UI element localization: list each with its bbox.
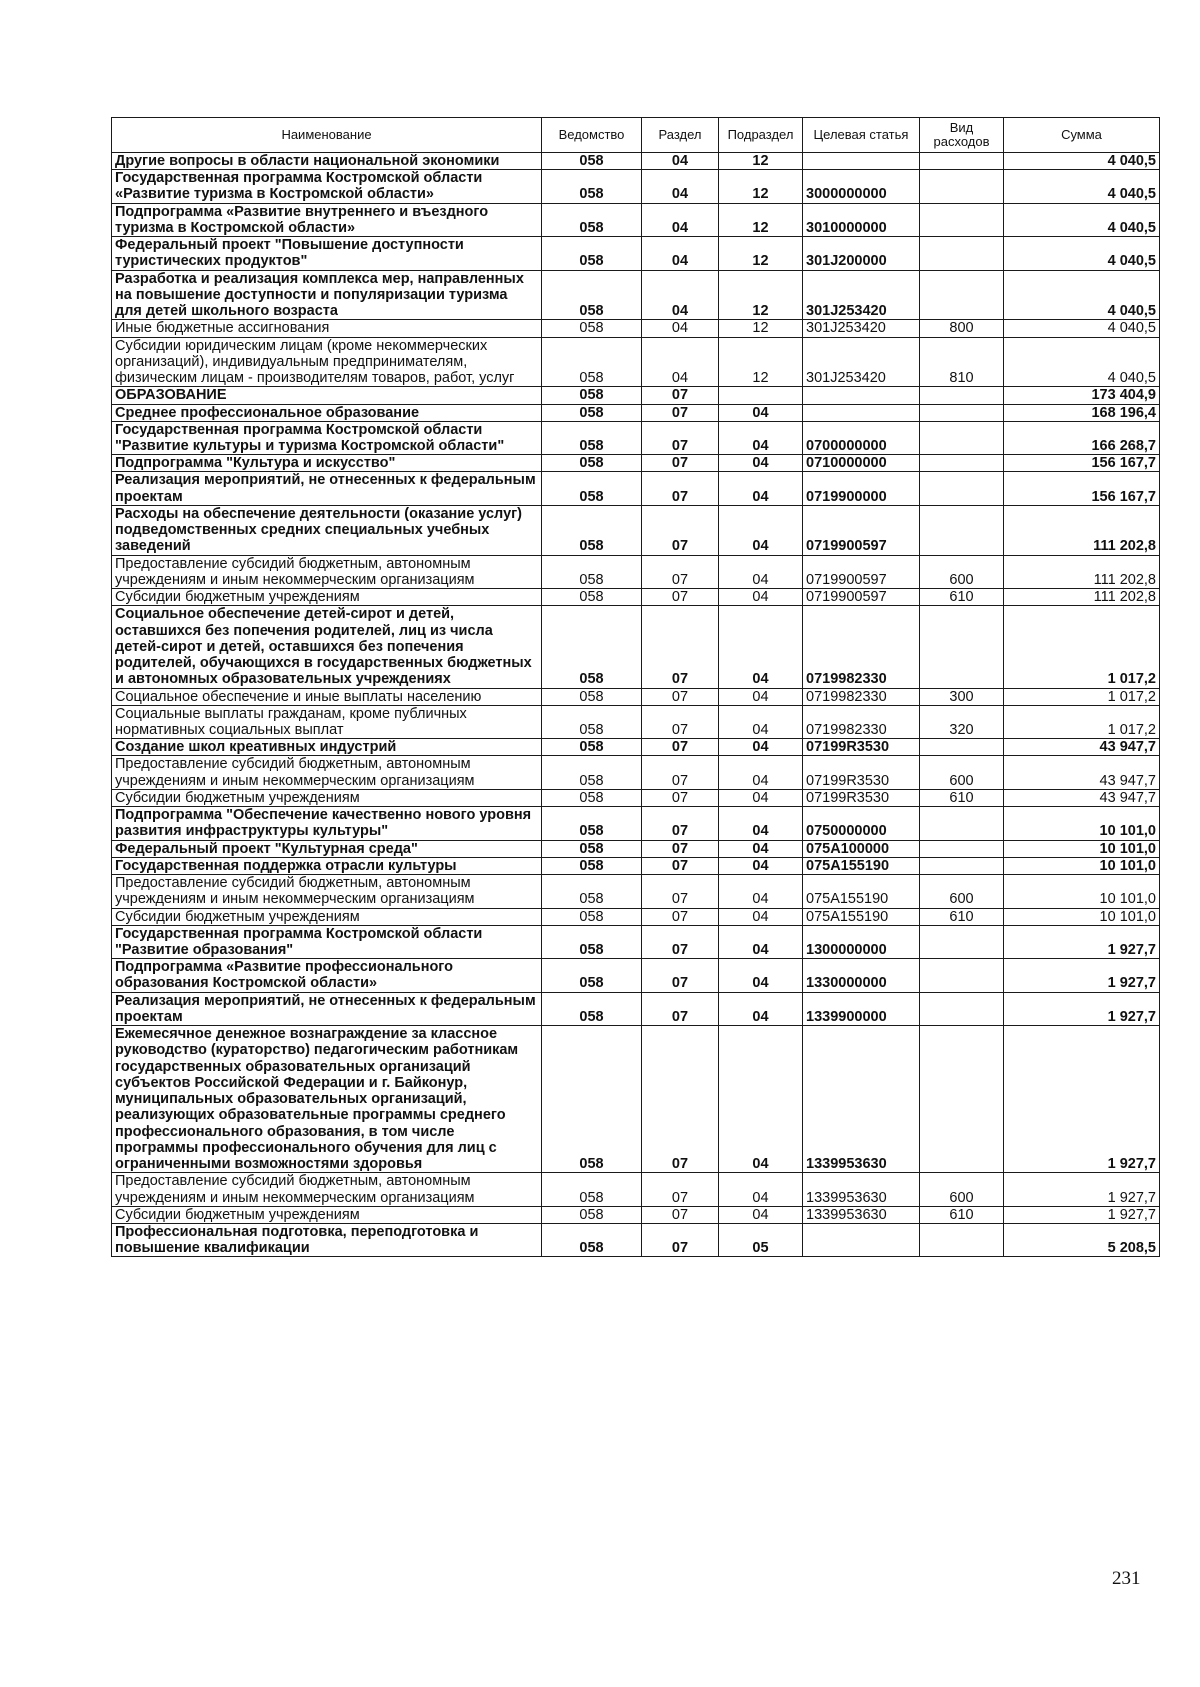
cell-target-article: 0719900000 <box>803 472 920 505</box>
cell-expense-type <box>920 959 1004 992</box>
cell-name: Предоставление субсидий бюджетным, автономным учреждениям и иным некоммерческим организациям <box>112 1173 542 1206</box>
cell-expense-type <box>920 1026 1004 1173</box>
cell-section: 07 <box>642 857 719 874</box>
cell-expense-type: 600 <box>920 756 1004 789</box>
cell-amount: 1 927,7 <box>1004 1206 1160 1223</box>
cell-name: Подпрограмма "Культура и искусство" <box>112 455 542 472</box>
cell-subsection: 04 <box>719 908 803 925</box>
cell-department: 058 <box>542 1206 642 1223</box>
cell-department: 058 <box>542 925 642 958</box>
cell-target-article: 0719900597 <box>803 555 920 588</box>
cell-target-article: 1339953630 <box>803 1173 920 1206</box>
cell-department: 058 <box>542 908 642 925</box>
cell-section: 07 <box>642 455 719 472</box>
table-row <box>112 170 1160 203</box>
cell-expense-type: 800 <box>920 320 1004 337</box>
table-row <box>112 1026 1160 1173</box>
cell-target-article: 07199R3530 <box>803 756 920 789</box>
table-row <box>112 455 1160 472</box>
cell-subsection: 04 <box>719 756 803 789</box>
cell-subsection: 04 <box>719 606 803 688</box>
cell-department: 058 <box>542 756 642 789</box>
cell-name: Подпрограмма "Обеспечение качественно нового уровня развития инфраструктуры культуры" <box>112 807 542 840</box>
cell-section: 07 <box>642 589 719 606</box>
cell-name: Федеральный проект "Культурная среда" <box>112 840 542 857</box>
cell-name: Субсидии бюджетным учреждениям <box>112 589 542 606</box>
cell-expense-type <box>920 505 1004 555</box>
table-row <box>112 387 1160 404</box>
cell-amount: 1 927,7 <box>1004 992 1160 1025</box>
cell-amount: 4 040,5 <box>1004 237 1160 270</box>
cell-target-article: 1300000000 <box>803 925 920 958</box>
cell-expense-type: 600 <box>920 1173 1004 1206</box>
table-row <box>112 992 1160 1025</box>
cell-amount: 173 404,9 <box>1004 387 1160 404</box>
cell-expense-type <box>920 472 1004 505</box>
cell-subsection: 04 <box>719 472 803 505</box>
cell-amount: 43 947,7 <box>1004 739 1160 756</box>
cell-expense-type <box>920 1224 1004 1257</box>
cell-subsection: 04 <box>719 1173 803 1206</box>
cell-name: Другие вопросы в области национальной экономики <box>112 153 542 170</box>
cell-section: 07 <box>642 840 719 857</box>
column-header-section: Раздел <box>642 118 719 153</box>
cell-subsection: 04 <box>719 705 803 738</box>
cell-expense-type: 300 <box>920 688 1004 705</box>
table-row <box>112 505 1160 555</box>
cell-name: Социальные выплаты гражданам, кроме публичных нормативных социальных выплат <box>112 705 542 738</box>
cell-section: 07 <box>642 875 719 908</box>
cell-target-article: 0719900597 <box>803 589 920 606</box>
cell-subsection: 12 <box>719 337 803 387</box>
cell-name: Среднее профессиональное образование <box>112 404 542 421</box>
table-row <box>112 789 1160 806</box>
cell-expense-type <box>920 807 1004 840</box>
cell-target-article: 0710000000 <box>803 455 920 472</box>
cell-target-article: 0719982330 <box>803 688 920 705</box>
cell-section: 07 <box>642 959 719 992</box>
cell-subsection: 04 <box>719 959 803 992</box>
cell-subsection: 12 <box>719 320 803 337</box>
table-row <box>112 875 1160 908</box>
cell-name: Реализация мероприятий, не отнесенных к федеральным проектам <box>112 472 542 505</box>
cell-target-article: 3000000000 <box>803 170 920 203</box>
table-row <box>112 688 1160 705</box>
cell-amount: 166 268,7 <box>1004 421 1160 454</box>
table-row <box>112 237 1160 270</box>
cell-section: 07 <box>642 1206 719 1223</box>
cell-section: 07 <box>642 807 719 840</box>
cell-target-article: 301J253420 <box>803 337 920 387</box>
cell-section: 04 <box>642 170 719 203</box>
table-row <box>112 153 1160 170</box>
cell-department: 058 <box>542 1026 642 1173</box>
cell-amount: 168 196,4 <box>1004 404 1160 421</box>
cell-subsection: 04 <box>719 789 803 806</box>
table-row <box>112 404 1160 421</box>
table-row <box>112 203 1160 236</box>
cell-target-article: 075A155190 <box>803 875 920 908</box>
cell-amount: 10 101,0 <box>1004 875 1160 908</box>
cell-amount: 4 040,5 <box>1004 170 1160 203</box>
cell-subsection: 05 <box>719 1224 803 1257</box>
cell-target-article: 075A155190 <box>803 857 920 874</box>
cell-department: 058 <box>542 505 642 555</box>
column-header-target-article: Целевая статья <box>803 118 920 153</box>
cell-amount: 4 040,5 <box>1004 320 1160 337</box>
cell-section: 07 <box>642 505 719 555</box>
cell-name: Социальное обеспечение и иные выплаты населению <box>112 688 542 705</box>
cell-subsection: 04 <box>719 875 803 908</box>
cell-expense-type <box>920 237 1004 270</box>
cell-section: 04 <box>642 203 719 236</box>
cell-section: 04 <box>642 270 719 320</box>
table-row <box>112 756 1160 789</box>
cell-department: 058 <box>542 404 642 421</box>
cell-subsection: 04 <box>719 505 803 555</box>
table-row <box>112 908 1160 925</box>
cell-target-article <box>803 153 920 170</box>
cell-expense-type: 600 <box>920 875 1004 908</box>
cell-name: Государственная программа Костромской области "Развитие образования" <box>112 925 542 958</box>
cell-target-article: 075A100000 <box>803 840 920 857</box>
cell-name: Субсидии юридическим лицам (кроме некоммерческих организаций), индивидуальным предпринимателям, физическим лицам - производителям товаров, работ, услуг <box>112 337 542 387</box>
cell-name: Государственная программа Костромской области "Развитие культуры и туризма Костромской области" <box>112 421 542 454</box>
cell-name: Подпрограмма «Развитие профессионального образования Костромской области» <box>112 959 542 992</box>
cell-department: 058 <box>542 1173 642 1206</box>
cell-expense-type: 610 <box>920 589 1004 606</box>
cell-section: 07 <box>642 688 719 705</box>
cell-target-article: 301J253420 <box>803 320 920 337</box>
cell-target-article: 07199R3530 <box>803 789 920 806</box>
cell-expense-type <box>920 270 1004 320</box>
cell-section: 04 <box>642 237 719 270</box>
cell-amount: 43 947,7 <box>1004 789 1160 806</box>
table-header-row <box>112 118 1160 153</box>
cell-section: 07 <box>642 705 719 738</box>
table-row <box>112 1173 1160 1206</box>
cell-department: 058 <box>542 387 642 404</box>
cell-amount: 1 927,7 <box>1004 1173 1160 1206</box>
cell-subsection: 04 <box>719 404 803 421</box>
table-row <box>112 337 1160 387</box>
cell-department: 058 <box>542 320 642 337</box>
cell-section: 07 <box>642 908 719 925</box>
cell-subsection: 12 <box>719 170 803 203</box>
cell-department: 058 <box>542 1224 642 1257</box>
cell-subsection: 12 <box>719 270 803 320</box>
cell-name: Предоставление субсидий бюджетным, автономным учреждениям и иным некоммерческим организациям <box>112 555 542 588</box>
cell-expense-type <box>920 857 1004 874</box>
cell-expense-type <box>920 925 1004 958</box>
cell-section: 07 <box>642 925 719 958</box>
cell-department: 058 <box>542 589 642 606</box>
cell-section: 07 <box>642 387 719 404</box>
cell-target-article <box>803 404 920 421</box>
cell-section: 04 <box>642 337 719 387</box>
cell-department: 058 <box>542 170 642 203</box>
cell-amount: 111 202,8 <box>1004 505 1160 555</box>
cell-subsection: 04 <box>719 421 803 454</box>
cell-target-article: 0719982330 <box>803 705 920 738</box>
cell-amount: 10 101,0 <box>1004 857 1160 874</box>
cell-department: 058 <box>542 472 642 505</box>
cell-target-article: 0719982330 <box>803 606 920 688</box>
cell-target-article: 075A155190 <box>803 908 920 925</box>
cell-department: 058 <box>542 555 642 588</box>
table-row <box>112 705 1160 738</box>
cell-section: 07 <box>642 404 719 421</box>
cell-expense-type: 810 <box>920 337 1004 387</box>
cell-section: 07 <box>642 421 719 454</box>
cell-amount: 4 040,5 <box>1004 153 1160 170</box>
cell-subsection: 04 <box>719 840 803 857</box>
cell-department: 058 <box>542 959 642 992</box>
cell-expense-type <box>920 404 1004 421</box>
cell-amount: 1 017,2 <box>1004 606 1160 688</box>
cell-department: 058 <box>542 421 642 454</box>
cell-name: Субсидии бюджетным учреждениям <box>112 908 542 925</box>
cell-target-article <box>803 1224 920 1257</box>
cell-department: 058 <box>542 992 642 1025</box>
cell-name: Профессиональная подготовка, переподготовка и повышение квалификации <box>112 1224 542 1257</box>
cell-target-article: 07199R3530 <box>803 739 920 756</box>
cell-expense-type <box>920 455 1004 472</box>
page-number: 231 <box>1112 1568 1141 1589</box>
cell-subsection: 12 <box>719 237 803 270</box>
table-row <box>112 1206 1160 1223</box>
cell-department: 058 <box>542 337 642 387</box>
cell-name: Реализация мероприятий, не отнесенных к федеральным проектам <box>112 992 542 1025</box>
table-row <box>112 857 1160 874</box>
cell-amount: 1 927,7 <box>1004 925 1160 958</box>
cell-name: ОБРАЗОВАНИЕ <box>112 387 542 404</box>
cell-department: 058 <box>542 270 642 320</box>
cell-section: 07 <box>642 472 719 505</box>
cell-expense-type <box>920 153 1004 170</box>
cell-section: 07 <box>642 555 719 588</box>
cell-target-article: 301J253420 <box>803 270 920 320</box>
cell-section: 07 <box>642 992 719 1025</box>
cell-section: 07 <box>642 1173 719 1206</box>
cell-expense-type <box>920 739 1004 756</box>
column-header-amount: Сумма <box>1004 118 1160 153</box>
cell-amount: 156 167,7 <box>1004 472 1160 505</box>
cell-target-article: 1339953630 <box>803 1206 920 1223</box>
cell-subsection: 04 <box>719 1026 803 1173</box>
table-row <box>112 421 1160 454</box>
cell-subsection: 04 <box>719 925 803 958</box>
cell-department: 058 <box>542 857 642 874</box>
cell-subsection: 04 <box>719 555 803 588</box>
cell-target-article: 301J200000 <box>803 237 920 270</box>
cell-department: 058 <box>542 606 642 688</box>
cell-amount: 10 101,0 <box>1004 807 1160 840</box>
cell-amount: 1 927,7 <box>1004 1026 1160 1173</box>
table-row <box>112 270 1160 320</box>
cell-name: Ежемесячное денежное вознаграждение за классное руководство (кураторство) педагогическим работникам государственных образовательных организаций субъектов Российской Федерации и г. Байконур, муниципальных образовательных организаций, реализующих образовательные программы среднего профессионального образования, в том числе программы профессионального обучения для лиц с ограниченными возможностями здоровья <box>112 1026 542 1173</box>
cell-name: Субсидии бюджетным учреждениям <box>112 1206 542 1223</box>
cell-expense-type <box>920 170 1004 203</box>
cell-name: Расходы на обеспечение деятельности (оказание услуг) подведомственных средних специальных учебных заведений <box>112 505 542 555</box>
cell-subsection: 04 <box>719 589 803 606</box>
cell-amount: 1 017,2 <box>1004 705 1160 738</box>
cell-section: 07 <box>642 1026 719 1173</box>
cell-amount: 1 927,7 <box>1004 959 1160 992</box>
table-row <box>112 1224 1160 1257</box>
cell-department: 058 <box>542 455 642 472</box>
cell-expense-type <box>920 387 1004 404</box>
cell-subsection: 04 <box>719 739 803 756</box>
table-row <box>112 320 1160 337</box>
cell-department: 058 <box>542 789 642 806</box>
cell-target-article: 1330000000 <box>803 959 920 992</box>
cell-department: 058 <box>542 203 642 236</box>
cell-expense-type <box>920 203 1004 236</box>
cell-department: 058 <box>542 237 642 270</box>
cell-subsection: 04 <box>719 992 803 1025</box>
cell-section: 07 <box>642 606 719 688</box>
cell-expense-type <box>920 840 1004 857</box>
cell-target-article: 0719900597 <box>803 505 920 555</box>
cell-expense-type: 610 <box>920 908 1004 925</box>
cell-target-article: 0700000000 <box>803 421 920 454</box>
cell-department: 058 <box>542 739 642 756</box>
table-row <box>112 555 1160 588</box>
cell-subsection: 04 <box>719 688 803 705</box>
cell-department: 058 <box>542 807 642 840</box>
cell-target-article: 3010000000 <box>803 203 920 236</box>
cell-section: 07 <box>642 739 719 756</box>
cell-expense-type <box>920 992 1004 1025</box>
cell-subsection: 04 <box>719 807 803 840</box>
cell-name: Государственная поддержка отрасли культуры <box>112 857 542 874</box>
cell-expense-type: 610 <box>920 1206 1004 1223</box>
table-row <box>112 807 1160 840</box>
cell-target-article: 1339953630 <box>803 1026 920 1173</box>
table-row <box>112 959 1160 992</box>
cell-amount: 111 202,8 <box>1004 589 1160 606</box>
cell-target-article <box>803 387 920 404</box>
cell-name: Создание школ креативных индустрий <box>112 739 542 756</box>
cell-target-article: 1339900000 <box>803 992 920 1025</box>
cell-subsection: 12 <box>719 203 803 236</box>
cell-name: Разработка и реализация комплекса мер, направленных на повышение доступности и популяризации туризма для детей школьного возраста <box>112 270 542 320</box>
cell-expense-type: 320 <box>920 705 1004 738</box>
table-row <box>112 472 1160 505</box>
cell-subsection: 04 <box>719 1206 803 1223</box>
column-header-name: Наименование <box>112 118 542 153</box>
column-header-expense-type: Вид расходов <box>920 118 1004 153</box>
cell-department: 058 <box>542 688 642 705</box>
cell-amount: 4 040,5 <box>1004 270 1160 320</box>
cell-name: Федеральный проект "Повышение доступности туристических продуктов" <box>112 237 542 270</box>
table-row <box>112 606 1160 688</box>
cell-expense-type: 600 <box>920 555 1004 588</box>
cell-section: 04 <box>642 153 719 170</box>
cell-amount: 156 167,7 <box>1004 455 1160 472</box>
cell-subsection <box>719 387 803 404</box>
cell-amount: 4 040,5 <box>1004 337 1160 387</box>
cell-section: 07 <box>642 1224 719 1257</box>
cell-expense-type <box>920 421 1004 454</box>
table-row <box>112 739 1160 756</box>
cell-section: 04 <box>642 320 719 337</box>
column-header-department: Ведомство <box>542 118 642 153</box>
cell-amount: 43 947,7 <box>1004 756 1160 789</box>
cell-section: 07 <box>642 789 719 806</box>
cell-expense-type <box>920 606 1004 688</box>
table-body <box>112 153 1160 1257</box>
cell-expense-type: 610 <box>920 789 1004 806</box>
cell-section: 07 <box>642 756 719 789</box>
budget-table <box>111 117 1160 1257</box>
cell-name: Иные бюджетные ассигнования <box>112 320 542 337</box>
cell-department: 058 <box>542 705 642 738</box>
cell-subsection: 12 <box>719 153 803 170</box>
table-row <box>112 840 1160 857</box>
table-row <box>112 589 1160 606</box>
column-header-subsection: Подраздел <box>719 118 803 153</box>
cell-department: 058 <box>542 875 642 908</box>
cell-amount: 111 202,8 <box>1004 555 1160 588</box>
cell-amount: 10 101,0 <box>1004 840 1160 857</box>
cell-name: Предоставление субсидий бюджетным, автономным учреждениям и иным некоммерческим организациям <box>112 756 542 789</box>
cell-name: Государственная программа Костромской области «Развитие туризма в Костромской области» <box>112 170 542 203</box>
cell-name: Субсидии бюджетным учреждениям <box>112 789 542 806</box>
cell-amount: 5 208,5 <box>1004 1224 1160 1257</box>
cell-amount: 10 101,0 <box>1004 908 1160 925</box>
cell-name: Подпрограмма «Развитие внутреннего и въездного туризма в Костромской области» <box>112 203 542 236</box>
cell-amount: 4 040,5 <box>1004 203 1160 236</box>
cell-subsection: 04 <box>719 857 803 874</box>
cell-subsection: 04 <box>719 455 803 472</box>
cell-target-article: 0750000000 <box>803 807 920 840</box>
cell-department: 058 <box>542 153 642 170</box>
cell-department: 058 <box>542 840 642 857</box>
cell-amount: 1 017,2 <box>1004 688 1160 705</box>
table-row <box>112 925 1160 958</box>
cell-name: Социальное обеспечение детей-сирот и детей, оставшихся без попечения родителей, лиц из числа детей-сирот и детей, оставшихся без попечения родителей, обучающихся в государственных бюджетных и автономных образовательных учреждениях <box>112 606 542 688</box>
cell-name: Предоставление субсидий бюджетным, автономным учреждениям и иным некоммерческим организациям <box>112 875 542 908</box>
